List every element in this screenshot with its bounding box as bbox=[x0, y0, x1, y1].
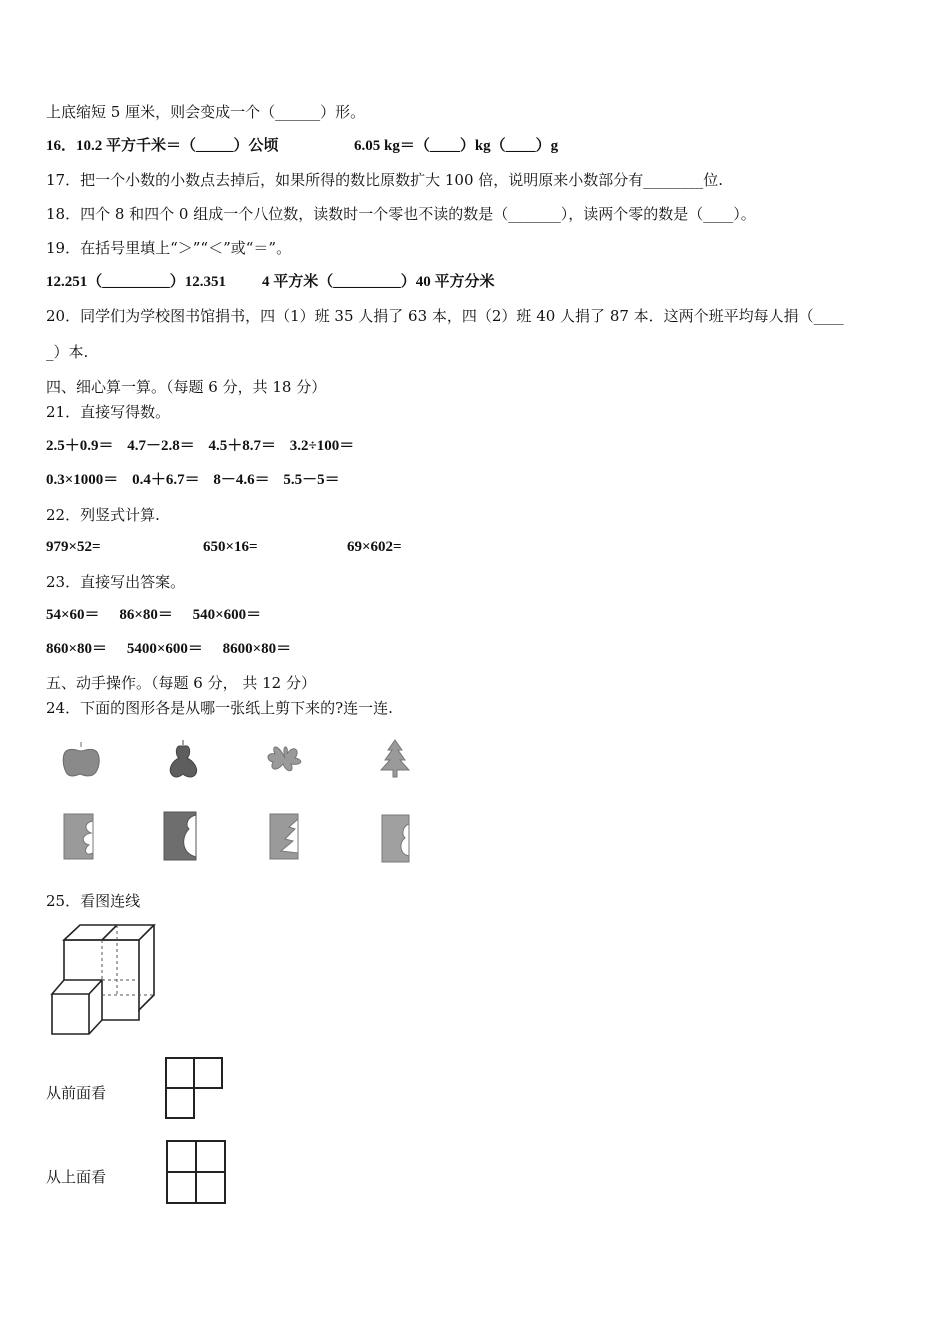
calc: 5400×600＝ bbox=[126, 641, 203, 657]
q24: 24．下面的图形各是从哪一张纸上剪下来的?连一连. bbox=[46, 699, 393, 717]
pine-tree-shape-icon bbox=[375, 738, 415, 780]
q16-area: 16．10.2 平方千米＝（_____）公顷 bbox=[46, 138, 279, 154]
q17: 17．把一个小数的小数点去掉后，如果所得的数比原数扩大 100 倍，说明原来小数部分有________位. bbox=[46, 171, 724, 189]
gourd-shape-icon bbox=[165, 738, 201, 782]
q22-a: 979×52= bbox=[46, 539, 101, 555]
q20-line1: 20．同学们为学校图书馆捐书，四（1）班 35 人捐了 63 本，四（2）班 40 人捐了 87 本．这两个班平均每人捐（____ bbox=[46, 307, 844, 325]
calc: 540×600＝ bbox=[192, 607, 262, 623]
top-view-grid bbox=[165, 1139, 227, 1205]
paper-with-apple-cutout-icon bbox=[381, 814, 411, 864]
calc: 4.5＋8.7＝ bbox=[208, 438, 277, 454]
calc: 8－4.6＝ bbox=[213, 472, 270, 488]
q22: 22．列竖式计算. bbox=[46, 506, 160, 524]
q20-line2: _）本. bbox=[46, 343, 89, 361]
apple-shape-icon bbox=[60, 738, 106, 780]
q19-compare-b: 4 平方米（_________）40 平方分米 bbox=[262, 274, 495, 290]
calc: 2.5＋0.9＝ bbox=[46, 438, 114, 454]
q22-c: 69×602= bbox=[347, 539, 402, 555]
q23-row1 bbox=[46, 605, 261, 625]
calc: 86×80＝ bbox=[119, 607, 173, 623]
q21-row2 bbox=[46, 470, 340, 490]
q21-row1 bbox=[46, 436, 354, 456]
calc: 5.5－5＝ bbox=[283, 472, 340, 488]
q18: 18．四个 8 和四个 0 组成一个八位数，读数时一个零也不读的数是（_______），读两个零的数是（____）。 bbox=[46, 205, 756, 223]
q21: 21．直接写得数。 bbox=[46, 403, 171, 421]
calc: 54×60＝ bbox=[46, 607, 100, 623]
q25: 25．看图连线 bbox=[46, 892, 141, 910]
q19-compare-a: 12.251（_________）12.351 bbox=[46, 274, 227, 290]
calc: 860×80＝ bbox=[46, 641, 108, 657]
q23: 23．直接写出答案。 bbox=[46, 573, 186, 591]
q15-tail: 上底缩短 5 厘米，则会变成一个（______）形。 bbox=[46, 103, 366, 121]
paper-with-tree-cutout-icon bbox=[269, 813, 299, 861]
q23-row2 bbox=[46, 639, 291, 659]
front-view-grid bbox=[164, 1056, 224, 1120]
view-top-label: 从上面看 bbox=[46, 1168, 107, 1186]
section-4-title: 四、细心算一算。（每题 6 分，共 18 分） bbox=[46, 378, 327, 396]
paper-with-clover-cutout-icon bbox=[63, 813, 95, 861]
view-front-label: 从前面看 bbox=[46, 1084, 107, 1102]
calc: 3.2÷100＝ bbox=[289, 438, 355, 454]
cube-stack-figure bbox=[44, 922, 159, 1040]
paper-with-gourd-cutout-icon bbox=[163, 811, 197, 861]
calc: 8600×80＝ bbox=[222, 641, 292, 657]
q22-b: 650×16= bbox=[203, 539, 258, 555]
section-5-title: 五、动手操作。（每题 6 分， 共 12 分） bbox=[46, 674, 316, 692]
q16-mass: 6.05 kg＝（____）kg（____）g bbox=[354, 138, 559, 154]
q19: 19．在括号里填上“＞”“＜”或“＝”。 bbox=[46, 239, 292, 257]
calc: 0.4＋6.7＝ bbox=[132, 472, 200, 488]
clover-shape-icon bbox=[263, 740, 309, 778]
calc: 4.7－2.8＝ bbox=[127, 438, 195, 454]
calc: 0.3×1000＝ bbox=[46, 472, 119, 488]
